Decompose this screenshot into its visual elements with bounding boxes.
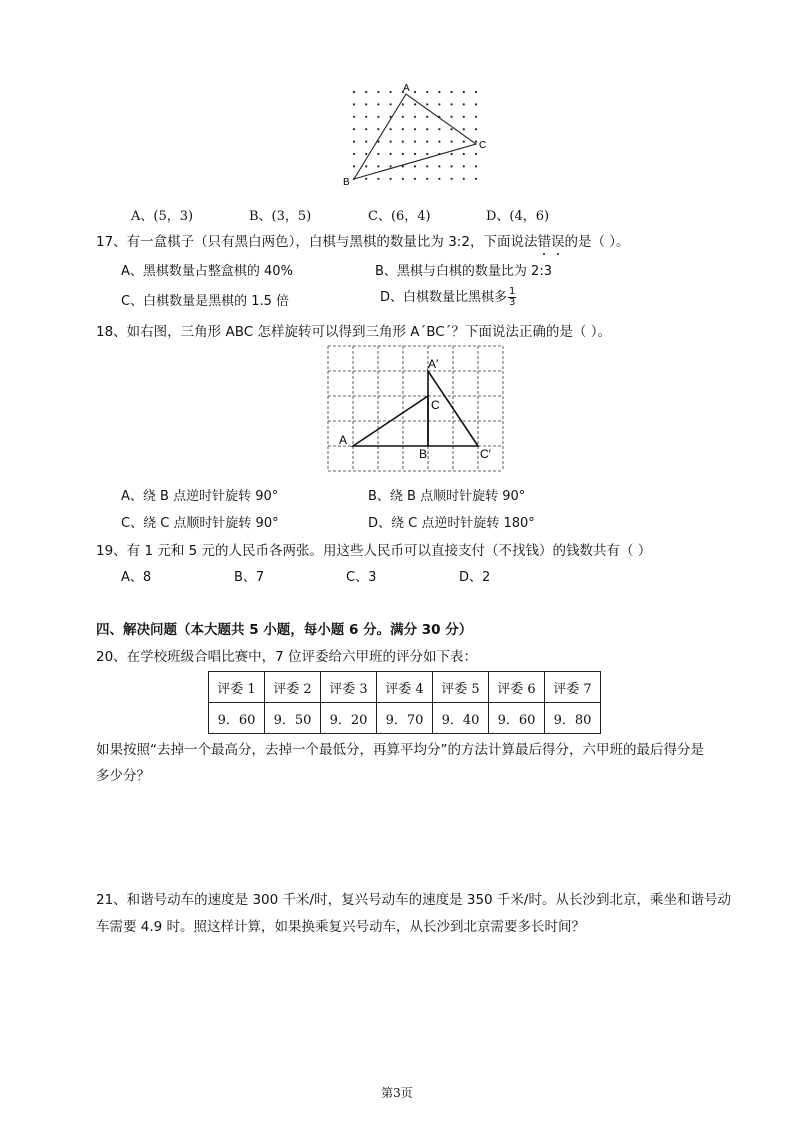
grid-dot [414,91,416,93]
grid-dot [377,153,379,155]
grid-dot [426,178,428,180]
label-b: B [343,177,350,188]
grid-dot [402,141,404,143]
q16-option-d[interactable]: D、(4，6) [486,209,550,224]
grid-dot [463,116,465,118]
grid-dot [353,91,355,93]
score-cell: 9．80 [545,703,601,734]
grid-dot [451,141,453,143]
grid-dot [438,178,440,180]
dot-grid [353,91,477,180]
q17-option-a[interactable]: A、黑棋数量占整盒棋的 40% [121,264,293,279]
grid-dot [377,178,379,180]
q16-dot-grid-figure [340,78,500,188]
header-cell-judge-7: 评委 7 [545,672,601,703]
grid-dot [390,141,392,143]
grid-dot [426,153,428,155]
page-number: 第3页 [381,1086,413,1100]
q19-option-c[interactable]: C、3 [346,570,377,585]
grid-dot [463,165,465,167]
grid-dot [402,128,404,130]
q19-option-d[interactable]: D、2 [459,570,491,585]
q19-option-b[interactable]: B、7 [234,570,265,585]
q20-question-line-1: 如果按照“去掉一个最高分，去掉一个最低分，再算平均分”的方法计算最后得分，六甲班的最后得分是 [96,742,704,758]
grid-dot [365,141,367,143]
grid-dot [438,103,440,105]
grid-dot [390,178,392,180]
grid-dot [451,153,453,155]
label-a-prime: A′ [428,357,439,371]
header-cell-judge-2: 评委 2 [265,672,321,703]
grid-dot [365,116,367,118]
q18-option-c[interactable]: C、绕 C 点顺时针旋转 90° [121,516,279,531]
grid-dot [377,116,379,118]
label-c-prime: C′ [480,447,491,461]
label-b: B [419,447,428,461]
grid-dot [365,91,367,93]
grid-dot [414,103,416,105]
grid-dot [438,141,440,143]
q20-stem: 20、在学校班级合唱比赛中，7 位评委给六甲班的评分如下表： [96,649,478,665]
grid-dot [390,103,392,105]
q18-option-d[interactable]: D、绕 C 点逆时针旋转 180° [368,516,535,531]
grid-dot [365,103,367,105]
header-cell-judge-4: 评委 4 [377,672,433,703]
grid-dot [438,91,440,93]
grid-dot [353,153,355,155]
grid-dot [438,128,440,130]
grid-dot [365,178,367,180]
grid-dot [377,165,379,167]
grid-dot [475,103,477,105]
label-a: A [339,433,348,447]
q17-option-b[interactable]: B、黑棋与白棋的数量比为 2:3 [375,264,552,279]
q16-option-c[interactable]: C、(6，4) [368,209,431,224]
grid-dot [402,103,404,105]
grid-dot [475,128,477,130]
grid-dot [463,128,465,130]
grid-dot [353,141,355,143]
header-cell-judge-1: 评委 1 [209,672,265,703]
score-cell: 9．50 [265,703,321,734]
grid-dot [463,178,465,180]
grid-dot [426,128,428,130]
grid-dot [353,116,355,118]
q17-option-c[interactable]: C、白棋数量是黑棋的 1.5 倍 [121,294,290,309]
q18-option-a[interactable]: A、绕 B 点逆时针旋转 90° [121,489,279,504]
grid-dot [463,91,465,93]
grid-dot [451,178,453,180]
label-c: C [479,140,487,151]
q20-question-line-2: 多少分？ [96,768,150,784]
header-cell-judge-5: 评委 5 [433,672,489,703]
grid-dot [402,153,404,155]
grid-dot [426,141,428,143]
grid-dot [451,116,453,118]
label-a: A [403,83,410,94]
grid-dot [475,165,477,167]
grid-dot [475,91,477,93]
grid-dot [402,178,404,180]
header-cell-judge-3: 评委 3 [321,672,377,703]
grid-dot [475,116,477,118]
q18-stem: 18、如右图，三角形 ABC 怎样旋转可以得到三角形 A´BC´？下面说法正确的是（ ）。 [96,324,611,340]
q21-line-1: 21、和谐号动车的速度是 300 千米/时，复兴号动车的速度是 350 千米/时。从长沙到北京，乘坐和谐号动 [96,892,731,908]
grid-dot [365,128,367,130]
grid-dot [390,153,392,155]
q18-option-b[interactable]: B、绕 B 点顺时针旋转 90° [368,489,526,504]
section-4-title: 四、解决问题（本大题共 5 小题，每小题 6 分。满分 30 分） [96,622,473,638]
grid-dot [475,153,477,155]
fraction-one-third: $\frac{1}{3}$ [509,286,516,308]
score-cell: 9．60 [209,703,265,734]
q21-line-2: 车需要 4.9 时。照这样计算，如果换乘复兴号动车，从长沙到北京需要多长时间？ [96,919,586,935]
header-cell-judge-6: 评委 6 [489,672,545,703]
grid-dot [377,103,379,105]
grid-dot [390,91,392,93]
grid-dot [402,116,404,118]
grid-dot [451,165,453,167]
q16-option-a[interactable]: A、(5，3) [131,209,194,224]
q18-rotation-grid-figure [320,340,510,480]
grid-dot [426,116,428,118]
grid-dot [390,128,392,130]
grid-dot [414,178,416,180]
q17-option-d[interactable]: D、白棋数量比黑棋多 $\frac{1}{3}$ [380,286,516,308]
grid-dot [426,165,428,167]
table-header-row [209,672,601,703]
grid-dot [438,165,440,167]
q20-score-table [208,671,601,734]
score-cell: 9．70 [377,703,433,734]
grid-dot [463,153,465,155]
table-score-row [209,703,601,734]
label-c: C [431,398,440,412]
grid-dot [353,165,355,167]
q16-option-b[interactable]: B、(3，5) [249,209,312,224]
grid-dot [451,128,453,130]
grid-dot [414,141,416,143]
grid-dot [414,153,416,155]
grid-dot [414,165,416,167]
grid-dot [426,91,428,93]
q19-option-a[interactable]: A、8 [121,570,152,585]
dashed-grid [328,346,503,471]
grid-dot [365,153,367,155]
grid-dot [353,128,355,130]
grid-dot [390,165,392,167]
grid-dot [451,91,453,93]
q19-stem: 19、有 1 元和 5 元的人民币各两张。用这些人民币可以直接支付（不找钱）的钱数共有（ ） [96,543,652,559]
grid-dot [426,103,428,105]
score-cell: 9．20 [321,703,377,734]
grid-dot [463,141,465,143]
grid-dot [414,116,416,118]
grid-dot [414,128,416,130]
grid-dot [463,103,465,105]
q17-stem: 17、有一盒棋子（只有黑白两色），白棋与黑棋的数量比为 3:2，下面说法错误的是（ ）。 [96,230,630,250]
grid-dot [451,103,453,105]
grid-dot [377,128,379,130]
grid-dot [365,165,367,167]
score-cell: 9．60 [489,703,545,734]
grid-dot [475,178,477,180]
grid-dot [377,91,379,93]
grid-dot [475,141,477,143]
score-cell: 9．40 [433,703,489,734]
grid-dot [353,103,355,105]
